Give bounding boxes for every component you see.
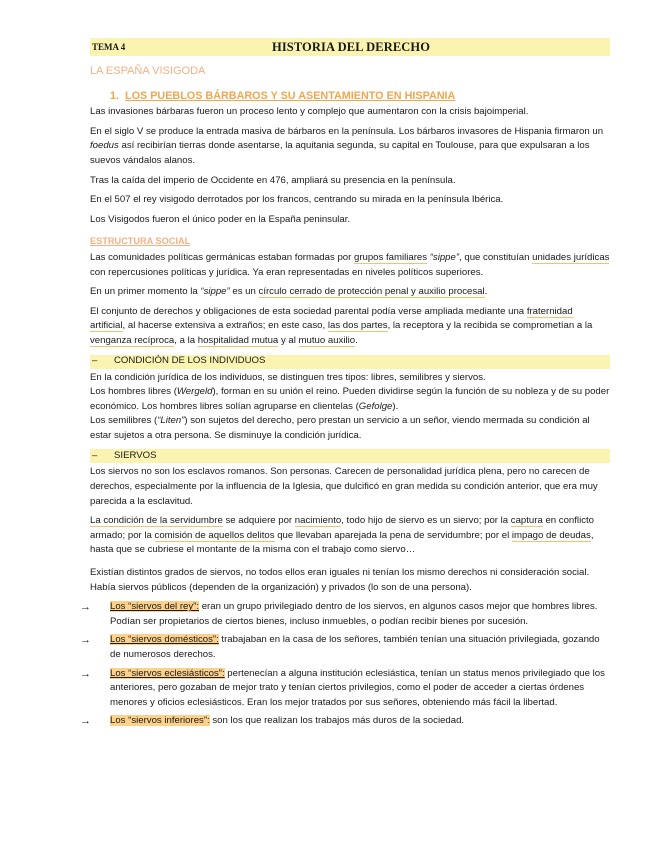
subsection-heading — [110, 89, 610, 104]
list-item-label: Los “siervos del rey”: — [110, 601, 200, 613]
estructura-paragraph-2 — [90, 285, 610, 300]
text-run: , que constituían — [459, 251, 533, 263]
arrow-right-icon: → — [80, 601, 91, 614]
liten-term: “Liten” — [157, 415, 185, 427]
foedus-term: foedus — [90, 140, 119, 152]
siervos-paragraph-2 — [90, 514, 610, 558]
estructura-paragraph-1 — [90, 251, 610, 280]
condicion-heading-label: CONDICIÓN DE LOS INDIVIDUOS — [114, 355, 266, 367]
text-run: ). — [392, 400, 399, 412]
intro-paragraph-3: Tras la caída del imperio de Occidente en 476, ampliará su presencia en la península. — [90, 174, 456, 186]
text-run: es un — [229, 286, 259, 298]
underlined-term: La condición de la servidumbre — [90, 515, 223, 527]
subsection-title: LOS PUEBLOS BÁRBAROS Y SU ASENTAMIENTO EN HISPANIA — [125, 89, 456, 102]
condicion-heading — [90, 355, 610, 369]
text-run: que llevaban aparejada la pena de servidumbre; por el — [274, 529, 512, 541]
text-run: En el siglo V se produce la entrada masiva de bárbaros en la península. Los bárbaros invasores de Hispania firmaron un — [90, 125, 604, 137]
list-item-text: eran un grupo privilegiado dentro de los siervos, en algunos casos mejor que hombres libres. Podían ser propietarios de ciertos bienes, incluso inmuebles, o podían recibir bienes por sucesión. — [110, 601, 598, 627]
list-item-siervos-domesticos — [80, 633, 610, 662]
text-run: y al — [278, 334, 299, 346]
list-item-siervos-eclesiasticos — [80, 667, 610, 711]
text-run: Los hombres libres ( — [90, 386, 177, 398]
text-run: En un primer momento la — [90, 286, 201, 298]
intro-paragraph-4: En el 507 el rey visigodo derrotados por los francos, centrando su mirada en la península Ibérica. — [90, 194, 504, 206]
estructura-paragraph-3 — [90, 305, 610, 349]
intro-paragraph-5: Los Visigodos fueron el único poder en la España peninsular. — [90, 213, 351, 225]
text-run: se adquiere por — [222, 515, 295, 527]
text-run: ) son sujetos del derecho, pero prestan un servicio a un señor, viendo mermada su condición al estar sujetos a otra persona. Se disminuye la condición jurídica. — [90, 415, 590, 441]
underlined-term: grupos familiares — [353, 251, 428, 263]
text-run: así recibirían tierras donde asentarse, la aquitania segunda, su capital en Toulouse, para que expulsaran a los suevos vándalos alanos. — [90, 140, 590, 166]
text-run: Los semilibres ( — [90, 415, 158, 427]
underlined-term: hospitalidad mutua — [197, 334, 279, 346]
list-item-text: trabajaban en la casa de los señores, también tenían una situación privilegiada, gozando de numerosos derechos. — [110, 634, 600, 660]
arrow-right-icon: → — [80, 715, 91, 728]
dash-bullet: – — [92, 450, 98, 462]
siervos-heading — [90, 449, 610, 463]
underlined-term: las dos partes — [327, 320, 388, 332]
arrow-right-icon: → — [80, 667, 91, 680]
document-title: HISTORIA DEL DERECHO — [272, 39, 431, 54]
intro-paragraph-1: Las invasiones bárbaras fueron un proceso lento y complejo que aumentaron con la crisis bajoimperial. — [90, 106, 529, 118]
siervos-paragraph-1: Los siervos no son los esclavos romanos. Son personas. Carecen de personalidad jurídica plena, pero no carecen de derechos, especialmente por la influencia de la Iglesia, que dulcificó en gran medida su condición anterior, que era muy parecida a la esclavitud. — [90, 466, 598, 507]
list-item-text: son los que realizan los trabajos más duros de la sociedad. — [209, 715, 465, 727]
condicion-line-1: En la condición jurídica de los individuos, se distinguen tres tipos: libres, semilibres y siervos. — [90, 371, 486, 383]
underlined-term: impago de deudas — [511, 529, 591, 541]
sippe-term: “sippe” — [200, 286, 230, 298]
underlined-term: unidades jurídicas — [532, 251, 610, 263]
list-item-label: Los “siervos eclesiásticos”: — [110, 667, 225, 679]
text-run: . — [484, 286, 488, 298]
siervos-paragraph-3: Existían distintos grados de siervos, no todos ellos eran iguales ni tenían los mismo derechos ni consideración social. Había siervos públicos (dependen de la organización) y privados (lo son de una persona). — [90, 567, 590, 593]
text-run: ), forman en su unión el reino. Pueden dividirse según la función de su nobleza y de su poder económico. Los hombres libres solían agruparse en clientelas ( — [90, 386, 610, 412]
text-run: Las comunidades políticas germánicas estaban formadas por — [90, 251, 354, 263]
condicion-line-3 — [90, 414, 610, 443]
text-run: , la receptora y la recibida se comprometían a la — [387, 320, 593, 332]
topic-number: TEMA 4 — [92, 41, 126, 52]
arrow-right-icon: → — [80, 634, 91, 647]
wergeld-term: Wergeld — [176, 386, 213, 398]
text-run: , hasta que se cubriese el montante de la misma con el trabajo como siervo… — [90, 529, 594, 556]
text-run: con repercusiones políticas y jurídica. Ya eran representadas en niveles políticos superiores. — [90, 266, 484, 278]
underlined-term: captura — [510, 515, 543, 527]
sippe-term: “sippe” — [427, 251, 460, 263]
list-item-siervos-del-rey — [80, 600, 610, 629]
intro-paragraph-2 — [90, 125, 610, 169]
siervos-heading-label: SIERVOS — [114, 450, 157, 462]
condicion-line-2 — [90, 385, 610, 414]
page-header — [90, 38, 610, 56]
subsection-number: 1. — [110, 89, 120, 102]
text-run: , a la — [174, 334, 198, 346]
list-item-text: pertenecían a alguna institución eclesiástica, tenían un status menos privilegiado que los anteriores, pero gozaban de mejor trato y tenían ciertos privilegios, como el poder de acceder a ciertas órdenes menores y oficios eclesiásticos. Eran los mejor tratados por sus señores, obteniendo más fácil la libertad. — [110, 667, 605, 708]
list-item-siervos-inferiores — [80, 714, 610, 729]
underlined-term: venganza recíproca — [90, 334, 175, 346]
text-run: , todo hijo de siervo es un siervo; por la — [341, 515, 511, 527]
document-content — [80, 38, 610, 733]
dash-bullet: – — [92, 355, 98, 367]
underlined-term: mutuo auxilio — [298, 334, 356, 346]
text-run: El conjunto de derechos y obligaciones de esta sociedad parental podía verse ampliada mediante una — [90, 305, 527, 317]
underlined-term: fraternidad artificial — [90, 305, 573, 332]
section-title: LA ESPAÑA VISIGODA — [90, 65, 206, 77]
list-item-label: Los “siervos domésticos”: — [110, 634, 219, 646]
text-run: , al hacerse extensiva a extraños; en este caso, — [122, 320, 328, 332]
text-run: . — [355, 334, 358, 346]
underlined-term: círculo cerrado de protección penal y auxilio procesal — [258, 286, 485, 298]
underlined-term: comisión de aquellos delitos — [154, 529, 275, 541]
underlined-term: nacimiento — [294, 515, 342, 527]
list-item-label: Los “siervos inferiores”: — [110, 715, 210, 727]
estructura-social-heading: ESTRUCTURA SOCIAL — [90, 236, 191, 247]
text-run: en conflicto armado; por la — [90, 515, 594, 541]
gefolge-term: Gefolge — [358, 400, 393, 412]
